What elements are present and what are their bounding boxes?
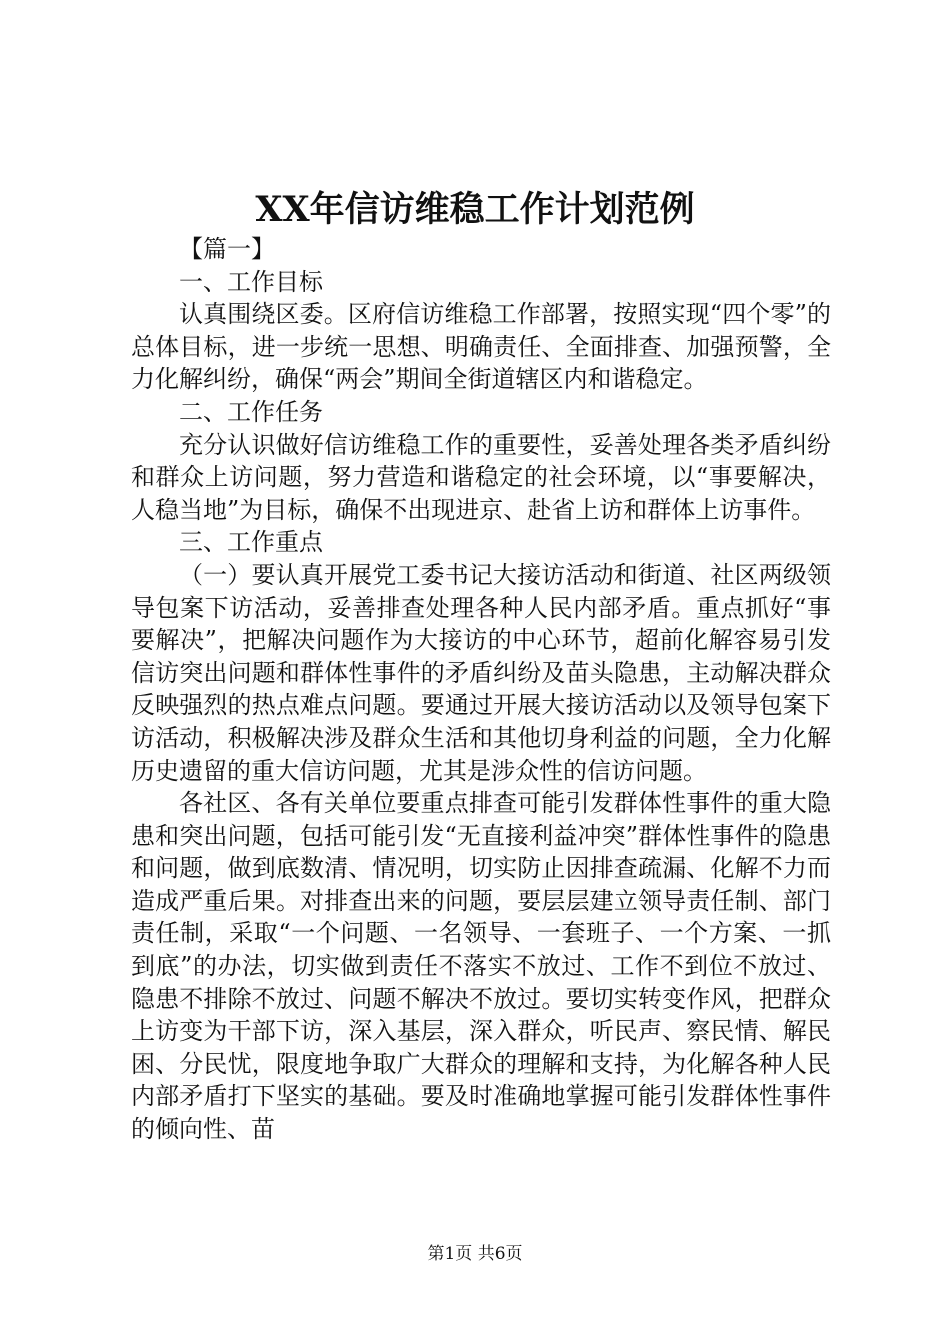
document-title: XX年信访维稳工作计划范例 — [255, 189, 695, 230]
paragraph-focus-one: （一）要认真开展党工委书记大接访活动和街道、社区两级领导包案下访活动，妥善排查处理各种人民内部矛盾。重点抓好“事要解决”，把解决问题作为大接访的中心环节，超前化解容易引发信访突出问题和群体性事件的矛盾纠纷及苗头隐患，主动解决群众反映强烈的热点难点问题。要通过开展大接访活动以及领导包案下访活动，积极解决涉及群众生活和其他切身利益的问题，全力化解历史遗留的重大信访问题，尤其是涉众性的信访问题。 — [131, 560, 831, 785]
paragraph-focus-two: 各社区、各有关单位要重点排查可能引发群体性事件的重大隐患和突出问题，包括可能引发“无直接利益冲突”群体性事件的隐患和问题，做到底数清、情况明，切实防止因排查疏漏、化解不力而造成严重后果。对排查出来的问题，要层层建立领导责任制、部门责任制，采取“一个问题、一名领导、一套班子、一个方案、一抓到底”的办法，切实做到责任不落实不放过、工作不到位不放过、隐患不排除不放过、问题不解决不放过。要切实转变作风，把群众上访变为干部下访，深入基层，深入群众，听民声、察民情、解民困、分民忧，限度地争取广大群众的理解和支持，为化解各种人民内部矛盾打下坚实的基础。要及时准确地掌握可能引发群体性事件的倾向性、苗 — [131, 789, 831, 1144]
heading-work-goal: 一、工作目标 — [179, 267, 323, 296]
heading-work-task: 二、工作任务 — [179, 397, 323, 426]
paragraph-work-goal: 认真围绕区委。区府信访维稳工作部署，按照实现“四个零”的总体目标，进一步统一思想、明确责任、全面排查、加强预警，全力化解纠纷，确保“两会”期间全街道辖区内和谐稳定。 — [131, 300, 831, 394]
page-footer: 第1页 共6页 — [427, 1244, 523, 1264]
heading-work-focus: 三、工作重点 — [179, 528, 323, 557]
section-marker: 【篇一】 — [179, 235, 275, 263]
paragraph-work-task: 充分认识做好信访维稳工作的重要性，妥善处理各类矛盾纠纷和群众上访问题，努力营造和谐稳定的社会环境，以“事要解决，人稳当地”为目标，确保不出现进京、赴省上访和群体上访事件。 — [131, 430, 831, 524]
document-body — [131, 233, 831, 1146]
